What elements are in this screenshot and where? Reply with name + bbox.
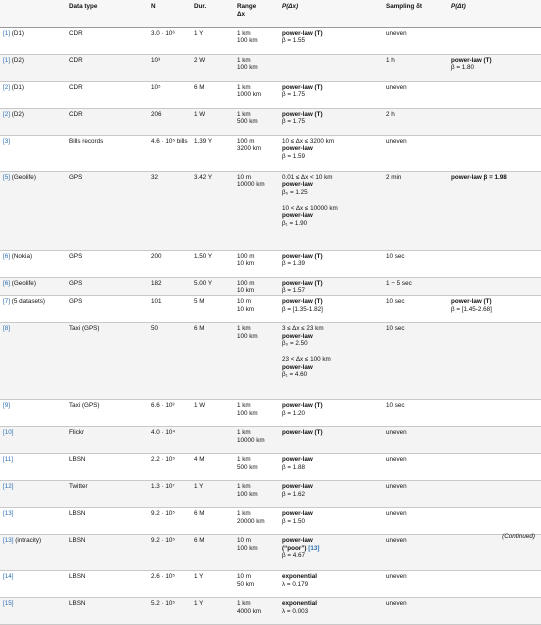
table-row	[0, 453, 541, 480]
data-type-cell: LBSN	[66, 597, 148, 624]
duration-cell: 5.00 Y	[191, 277, 234, 295]
duration-cell: 1 W	[191, 108, 234, 135]
table-row	[0, 81, 541, 108]
data-type-cell: Bills records	[66, 135, 148, 171]
reference-link[interactable]: [1]	[3, 56, 11, 64]
range-cell	[234, 295, 279, 322]
distribution-parameter: β = 1.57	[282, 287, 306, 295]
distribution-parameter: β = 1.62	[282, 490, 306, 498]
sample-size-cell: 3.0 · 10⁶	[148, 27, 191, 54]
table-row	[0, 507, 541, 534]
sampling-cell: uneven	[383, 570, 448, 597]
distribution-parameter: β = 1.80	[451, 64, 475, 72]
reference-link[interactable]: [12]	[3, 482, 14, 490]
sampling-cell: 1 h	[383, 54, 448, 81]
distribution-type: power-law (T)	[282, 252, 323, 260]
range-value: 10 km	[237, 287, 255, 295]
study-cell	[0, 295, 66, 322]
p-dx-cell	[279, 250, 383, 277]
data-type-cell: Taxi (GPS)	[66, 399, 148, 426]
distribution-type: exponential	[282, 572, 317, 580]
duration-cell: 5 M	[191, 295, 234, 322]
study-cell	[0, 277, 66, 295]
data-type-cell: LBSN	[66, 453, 148, 480]
reference-link[interactable]: [13]	[308, 544, 320, 552]
data-type-cell: CDR	[66, 81, 148, 108]
reference-link[interactable]: [1]	[3, 29, 11, 37]
sample-size-cell: 5.2 · 10⁵	[148, 597, 191, 624]
range-value: 100 km	[237, 409, 258, 417]
distribution-parameter: β = 1.50	[282, 517, 306, 525]
range-value: 500 km	[237, 118, 258, 126]
sampling-cell: uneven	[383, 480, 448, 507]
duration-cell: 1 Y	[191, 570, 234, 597]
sampling-cell: 1 − 5 sec	[383, 277, 448, 295]
distribution-parameter: β = 1.75	[282, 118, 306, 126]
distribution-parameter: β = 1.20	[282, 409, 306, 417]
table-row	[0, 426, 541, 453]
p-dx-cell	[279, 597, 383, 624]
p-dx-cell	[279, 54, 383, 81]
range-value: 1 km	[237, 324, 251, 332]
range-value: 100 m	[237, 252, 255, 260]
distribution-type: power-law (T)	[451, 56, 492, 64]
study-cell	[0, 322, 66, 399]
p-dx-cell	[279, 480, 383, 507]
range-value: 1 km	[237, 29, 251, 37]
reference-link[interactable]: [11]	[3, 455, 14, 463]
distribution-type: power-law	[282, 212, 313, 220]
sample-size-cell: 50	[148, 322, 191, 399]
distribution-type: power-law	[282, 145, 313, 153]
reference-link[interactable]: [15]	[3, 599, 14, 607]
study-cell	[0, 108, 66, 135]
distribution-parameter: β = 1.39	[282, 260, 306, 268]
range-cell	[234, 135, 279, 171]
p-dt-cell	[448, 250, 541, 277]
study-cell	[0, 81, 66, 108]
table-row	[0, 399, 541, 426]
range-cell	[234, 171, 279, 250]
p-dx-cell	[279, 171, 383, 250]
sample-size-cell: 206	[148, 108, 191, 135]
study-cell	[0, 171, 66, 250]
p-dx-cell	[279, 322, 383, 399]
reference-link[interactable]: [6]	[3, 252, 11, 260]
formula-gap	[282, 197, 380, 205]
range-cell	[234, 54, 279, 81]
header-ref	[0, 0, 66, 27]
duration-cell: 6 M	[191, 81, 234, 108]
sampling-cell: 10 sec	[383, 399, 448, 426]
distribution-type: power-law (T)	[282, 29, 323, 37]
dataset-note: (5 datasets)	[11, 297, 46, 305]
sampling-cell: uneven	[383, 135, 448, 171]
range-cell	[234, 81, 279, 108]
distribution-parameter: β₀ = 1.25	[282, 188, 308, 196]
p-dx-cell	[279, 27, 383, 54]
duration-cell: 1.50 Y	[191, 250, 234, 277]
sample-size-cell: 10³	[148, 54, 191, 81]
header-data-type: Data type	[66, 0, 148, 27]
p-dt-cell	[448, 54, 541, 81]
reference-link[interactable]: [6]	[3, 279, 11, 287]
p-dx-cell	[279, 81, 383, 108]
sample-size-cell: 2.2 · 10⁵	[148, 453, 191, 480]
range-value: 10 m	[237, 297, 251, 305]
sampling-cell: uneven	[383, 453, 448, 480]
study-cell	[0, 570, 66, 597]
distribution-parameter: β₁ = 4.60	[282, 371, 308, 379]
table-row	[0, 277, 541, 295]
distribution-parameter: β = 1.75	[282, 91, 306, 99]
range-value: 1 km	[237, 482, 251, 490]
distribution-type: power-law (T)	[282, 297, 323, 305]
dataset-note: (D1)	[11, 83, 25, 91]
header-range	[234, 0, 279, 27]
distribution-parameter: β = [1.35-1.82]	[282, 305, 323, 313]
duration-cell: 1.39 Y	[191, 135, 234, 171]
sampling-cell: 2 min	[383, 171, 448, 250]
distribution-type: power-law	[282, 181, 313, 189]
range-value: 1 km	[237, 428, 251, 436]
p-dx-cell	[279, 295, 383, 322]
p-dt-cell	[448, 81, 541, 108]
duration-cell: 6 M	[191, 534, 234, 570]
distribution-parameter: 23 < Δx ≤ 100 km	[282, 355, 331, 363]
header-range-label: Range	[237, 3, 257, 10]
data-type-cell: GPS	[66, 277, 148, 295]
study-cell	[0, 399, 66, 426]
dataset-note: (Nokia)	[11, 252, 33, 260]
range-value: 20000 km	[237, 517, 265, 525]
dataset-note: (D2)	[11, 56, 25, 64]
p-dt-cell	[448, 295, 541, 322]
range-value: 10 m	[237, 173, 251, 181]
range-value: 1 km	[237, 509, 251, 517]
sampling-cell: uneven	[383, 81, 448, 108]
duration-cell: 1 Y	[191, 480, 234, 507]
range-value: 500 km	[237, 463, 258, 471]
distribution-parameter: 10 ≤ Δx ≤ 3200 km	[282, 137, 335, 145]
study-cell	[0, 480, 66, 507]
table-row	[0, 108, 541, 135]
p-dx-cell	[279, 426, 383, 453]
range-value: 10 km	[237, 260, 255, 268]
sample-size-cell: 1.3 · 10⁷	[148, 480, 191, 507]
study-cell	[0, 135, 66, 171]
reference-link[interactable]: [10]	[3, 428, 14, 436]
table-row	[0, 54, 541, 81]
range-value: 100 km	[237, 332, 258, 340]
p-dt-cell	[448, 277, 541, 295]
reference-link[interactable]: [8]	[3, 324, 11, 332]
distribution-type: power-law (T)	[282, 110, 323, 118]
distribution-parameter: β₁ = 1.90	[282, 219, 308, 227]
range-cell	[234, 27, 279, 54]
distribution-type: power-law	[282, 363, 313, 371]
data-type-cell: CDR	[66, 108, 148, 135]
dataset-note: (Geolife)	[11, 173, 36, 181]
dataset-note: (Geolife)	[11, 279, 36, 287]
distribution-parameter: β = 1.59	[282, 152, 306, 160]
p-dt-cell	[448, 597, 541, 624]
range-value: 3200 km	[237, 145, 262, 153]
range-cell	[234, 322, 279, 399]
header-duration: Dur.	[191, 0, 234, 27]
duration-cell: 1 Y	[191, 597, 234, 624]
range-value: 1 km	[237, 110, 251, 118]
distribution-type: power-law	[282, 332, 313, 340]
range-cell	[234, 534, 279, 570]
sampling-cell: uneven	[383, 597, 448, 624]
study-cell	[0, 597, 66, 624]
sample-size-cell: 9.2 · 10⁵	[148, 534, 191, 570]
range-cell	[234, 277, 279, 295]
table-row	[0, 534, 541, 570]
p-dx-cell	[279, 453, 383, 480]
range-value: 10 m	[237, 536, 251, 544]
data-type-cell: Taxi (GPS)	[66, 322, 148, 399]
sample-size-cell: 32	[148, 171, 191, 250]
p-dt-cell	[448, 108, 541, 135]
range-value: 10 m	[237, 572, 251, 580]
p-dx-cell	[279, 534, 383, 570]
data-type-cell: LBSN	[66, 570, 148, 597]
range-value: 10000 km	[237, 181, 265, 189]
formula-gap	[282, 348, 380, 356]
dataset-note: (intracity)	[15, 536, 42, 544]
duration-cell: 2 W	[191, 54, 234, 81]
distribution-parameter: 0.01 ≤ Δx < 10 km	[282, 173, 333, 181]
distribution-parameter: 3 ≤ Δx ≤ 23 km	[282, 324, 324, 332]
reference-link[interactable]: [2]	[3, 110, 11, 118]
distribution-type: power-law	[282, 509, 313, 517]
table-row	[0, 480, 541, 507]
range-value: 10 km	[237, 305, 255, 313]
reference-link[interactable]: [7]	[3, 297, 11, 305]
range-cell	[234, 399, 279, 426]
study-cell	[0, 250, 66, 277]
distribution-parameter: β = 4.67	[282, 552, 306, 560]
sampling-cell: 2 h	[383, 108, 448, 135]
p-dt-cell	[448, 399, 541, 426]
distribution-parameter: β = 1.88	[282, 463, 306, 471]
range-cell	[234, 480, 279, 507]
distribution-parameter: λ = 0.003	[282, 607, 309, 615]
study-cell	[0, 426, 66, 453]
duration-cell: 6 M	[191, 322, 234, 399]
header-sampling: Sampling δt	[383, 0, 448, 27]
range-value: 100 m	[237, 279, 255, 287]
sample-size-cell: 2.6 · 10⁵	[148, 570, 191, 597]
duration-cell: 4 M	[191, 453, 234, 480]
p-dx-cell	[279, 108, 383, 135]
range-cell	[234, 570, 279, 597]
p-dt-cell	[448, 480, 541, 507]
data-type-cell: GPS	[66, 295, 148, 322]
p-dx-cell	[279, 507, 383, 534]
table-body	[0, 27, 541, 624]
duration-cell: 6 M	[191, 507, 234, 534]
distribution-note	[282, 545, 380, 553]
distribution-type: exponential	[282, 599, 317, 607]
header-range-sub: Δx	[237, 10, 246, 18]
reference-link[interactable]: [2]	[3, 83, 11, 91]
reference-link[interactable]: [14]	[3, 572, 14, 580]
duration-cell: 3.42 Y	[191, 171, 234, 250]
table-row	[0, 135, 541, 171]
distribution-type: power-law (T)	[451, 297, 492, 305]
p-dt-cell	[448, 507, 541, 534]
continued-note: (Continued)	[502, 533, 535, 540]
data-type-cell: Twitter	[66, 480, 148, 507]
distribution-parameter: β = [1.45-2.68]	[451, 305, 492, 313]
data-type-cell: LBSN	[66, 534, 148, 570]
data-type-cell: CDR	[66, 27, 148, 54]
distribution-type: power-law (T)	[282, 401, 323, 409]
sample-size-cell: 4.6 · 10⁵ bills	[148, 135, 191, 171]
header-row	[0, 0, 541, 27]
duration-cell: 1 W	[191, 399, 234, 426]
distribution-type: power-law (T)	[282, 83, 323, 91]
range-value: 100 m	[237, 137, 255, 145]
data-type-cell: GPS	[66, 171, 148, 250]
p-dt-cell	[448, 570, 541, 597]
distribution-type: power-law (T)	[282, 279, 323, 287]
dataset-note: (D2)	[11, 110, 25, 118]
table-row	[0, 295, 541, 322]
table-row	[0, 27, 541, 54]
range-value: 100 km	[237, 37, 258, 45]
table-row	[0, 171, 541, 250]
data-type-cell: LBSN	[66, 507, 148, 534]
distribution-parameter: β = 1.55	[282, 37, 306, 45]
p-dt-cell	[448, 322, 541, 399]
range-value: 1000 km	[237, 91, 262, 99]
range-value: 50 km	[237, 580, 255, 588]
distribution-type: power-law	[282, 455, 313, 463]
table-row	[0, 322, 541, 399]
dataset-note: (D1)	[11, 29, 25, 37]
study-cell	[0, 27, 66, 54]
p-dx-cell	[279, 135, 383, 171]
study-cell	[0, 534, 66, 570]
range-value: 4000 km	[237, 607, 262, 615]
range-value: 100 km	[237, 490, 258, 498]
range-value: 1 km	[237, 455, 251, 463]
sample-size-cell: 182	[148, 277, 191, 295]
sampling-cell: 10 sec	[383, 322, 448, 399]
reference-link[interactable]: [3]	[3, 137, 11, 145]
study-cell	[0, 507, 66, 534]
sampling-cell: uneven	[383, 426, 448, 453]
p-dx-cell	[279, 570, 383, 597]
range-cell	[234, 597, 279, 624]
header-p-dx: P(Δx)	[279, 0, 383, 27]
header-n: N	[148, 0, 191, 27]
distribution-type: power-law β = 1.98	[451, 173, 507, 181]
sample-size-cell: 6.6 · 10³	[148, 399, 191, 426]
range-value: 1 km	[237, 83, 251, 91]
table-row	[0, 250, 541, 277]
reference-link[interactable]: [5]	[3, 173, 11, 181]
range-cell	[234, 426, 279, 453]
sampling-cell: 10 sec	[383, 295, 448, 322]
p-dt-cell	[448, 426, 541, 453]
data-type-cell: GPS	[66, 250, 148, 277]
range-value: 100 km	[237, 544, 258, 552]
range-cell	[234, 108, 279, 135]
sample-size-cell: 200	[148, 250, 191, 277]
sample-size-cell: 4.0 · 10⁴	[148, 426, 191, 453]
sampling-cell: uneven	[383, 534, 448, 570]
p-dt-cell	[448, 171, 541, 250]
range-value: 10000 km	[237, 436, 265, 444]
sampling-cell: uneven	[383, 507, 448, 534]
reference-link[interactable]: [13]	[3, 536, 14, 544]
duration-cell: 1 Y	[191, 27, 234, 54]
range-cell	[234, 507, 279, 534]
p-dx-cell	[279, 399, 383, 426]
duration-cell	[191, 426, 234, 453]
reference-link[interactable]: [13]	[3, 509, 14, 517]
distribution-type: power-law	[282, 536, 313, 544]
distribution-parameter: λ = 0.179	[282, 580, 309, 588]
reference-link[interactable]: [9]	[3, 401, 11, 409]
distribution-parameter: β₀ = 2.50	[282, 340, 308, 348]
distribution-parameter: 10 < Δx ≤ 10000 km	[282, 204, 338, 212]
sample-size-cell: 101	[148, 295, 191, 322]
sample-size-cell: 10⁵	[148, 81, 191, 108]
study-cell	[0, 54, 66, 81]
range-value: 100 km	[237, 64, 258, 72]
distribution-type: power-law (T)	[282, 428, 323, 436]
p-dt-cell	[448, 135, 541, 171]
data-type-cell: CDR	[66, 54, 148, 81]
study-cell	[0, 453, 66, 480]
header-p-dt: P(Δt)	[448, 0, 541, 27]
p-dt-cell	[448, 27, 541, 54]
range-value: 1 km	[237, 599, 251, 607]
table-row	[0, 597, 541, 624]
distribution-type: power-law	[282, 482, 313, 490]
range-value: 1 km	[237, 56, 251, 64]
p-dx-cell	[279, 277, 383, 295]
distribution-note-text: (“poor”)	[282, 544, 309, 552]
range-cell	[234, 453, 279, 480]
p-dt-cell	[448, 453, 541, 480]
sample-size-cell: 9.2 · 10⁵	[148, 507, 191, 534]
range-cell	[234, 250, 279, 277]
data-type-cell: Flickr	[66, 426, 148, 453]
sampling-cell: 10 sec	[383, 250, 448, 277]
range-value: 1 km	[237, 401, 251, 409]
table-row	[0, 570, 541, 597]
sampling-cell: uneven	[383, 27, 448, 54]
